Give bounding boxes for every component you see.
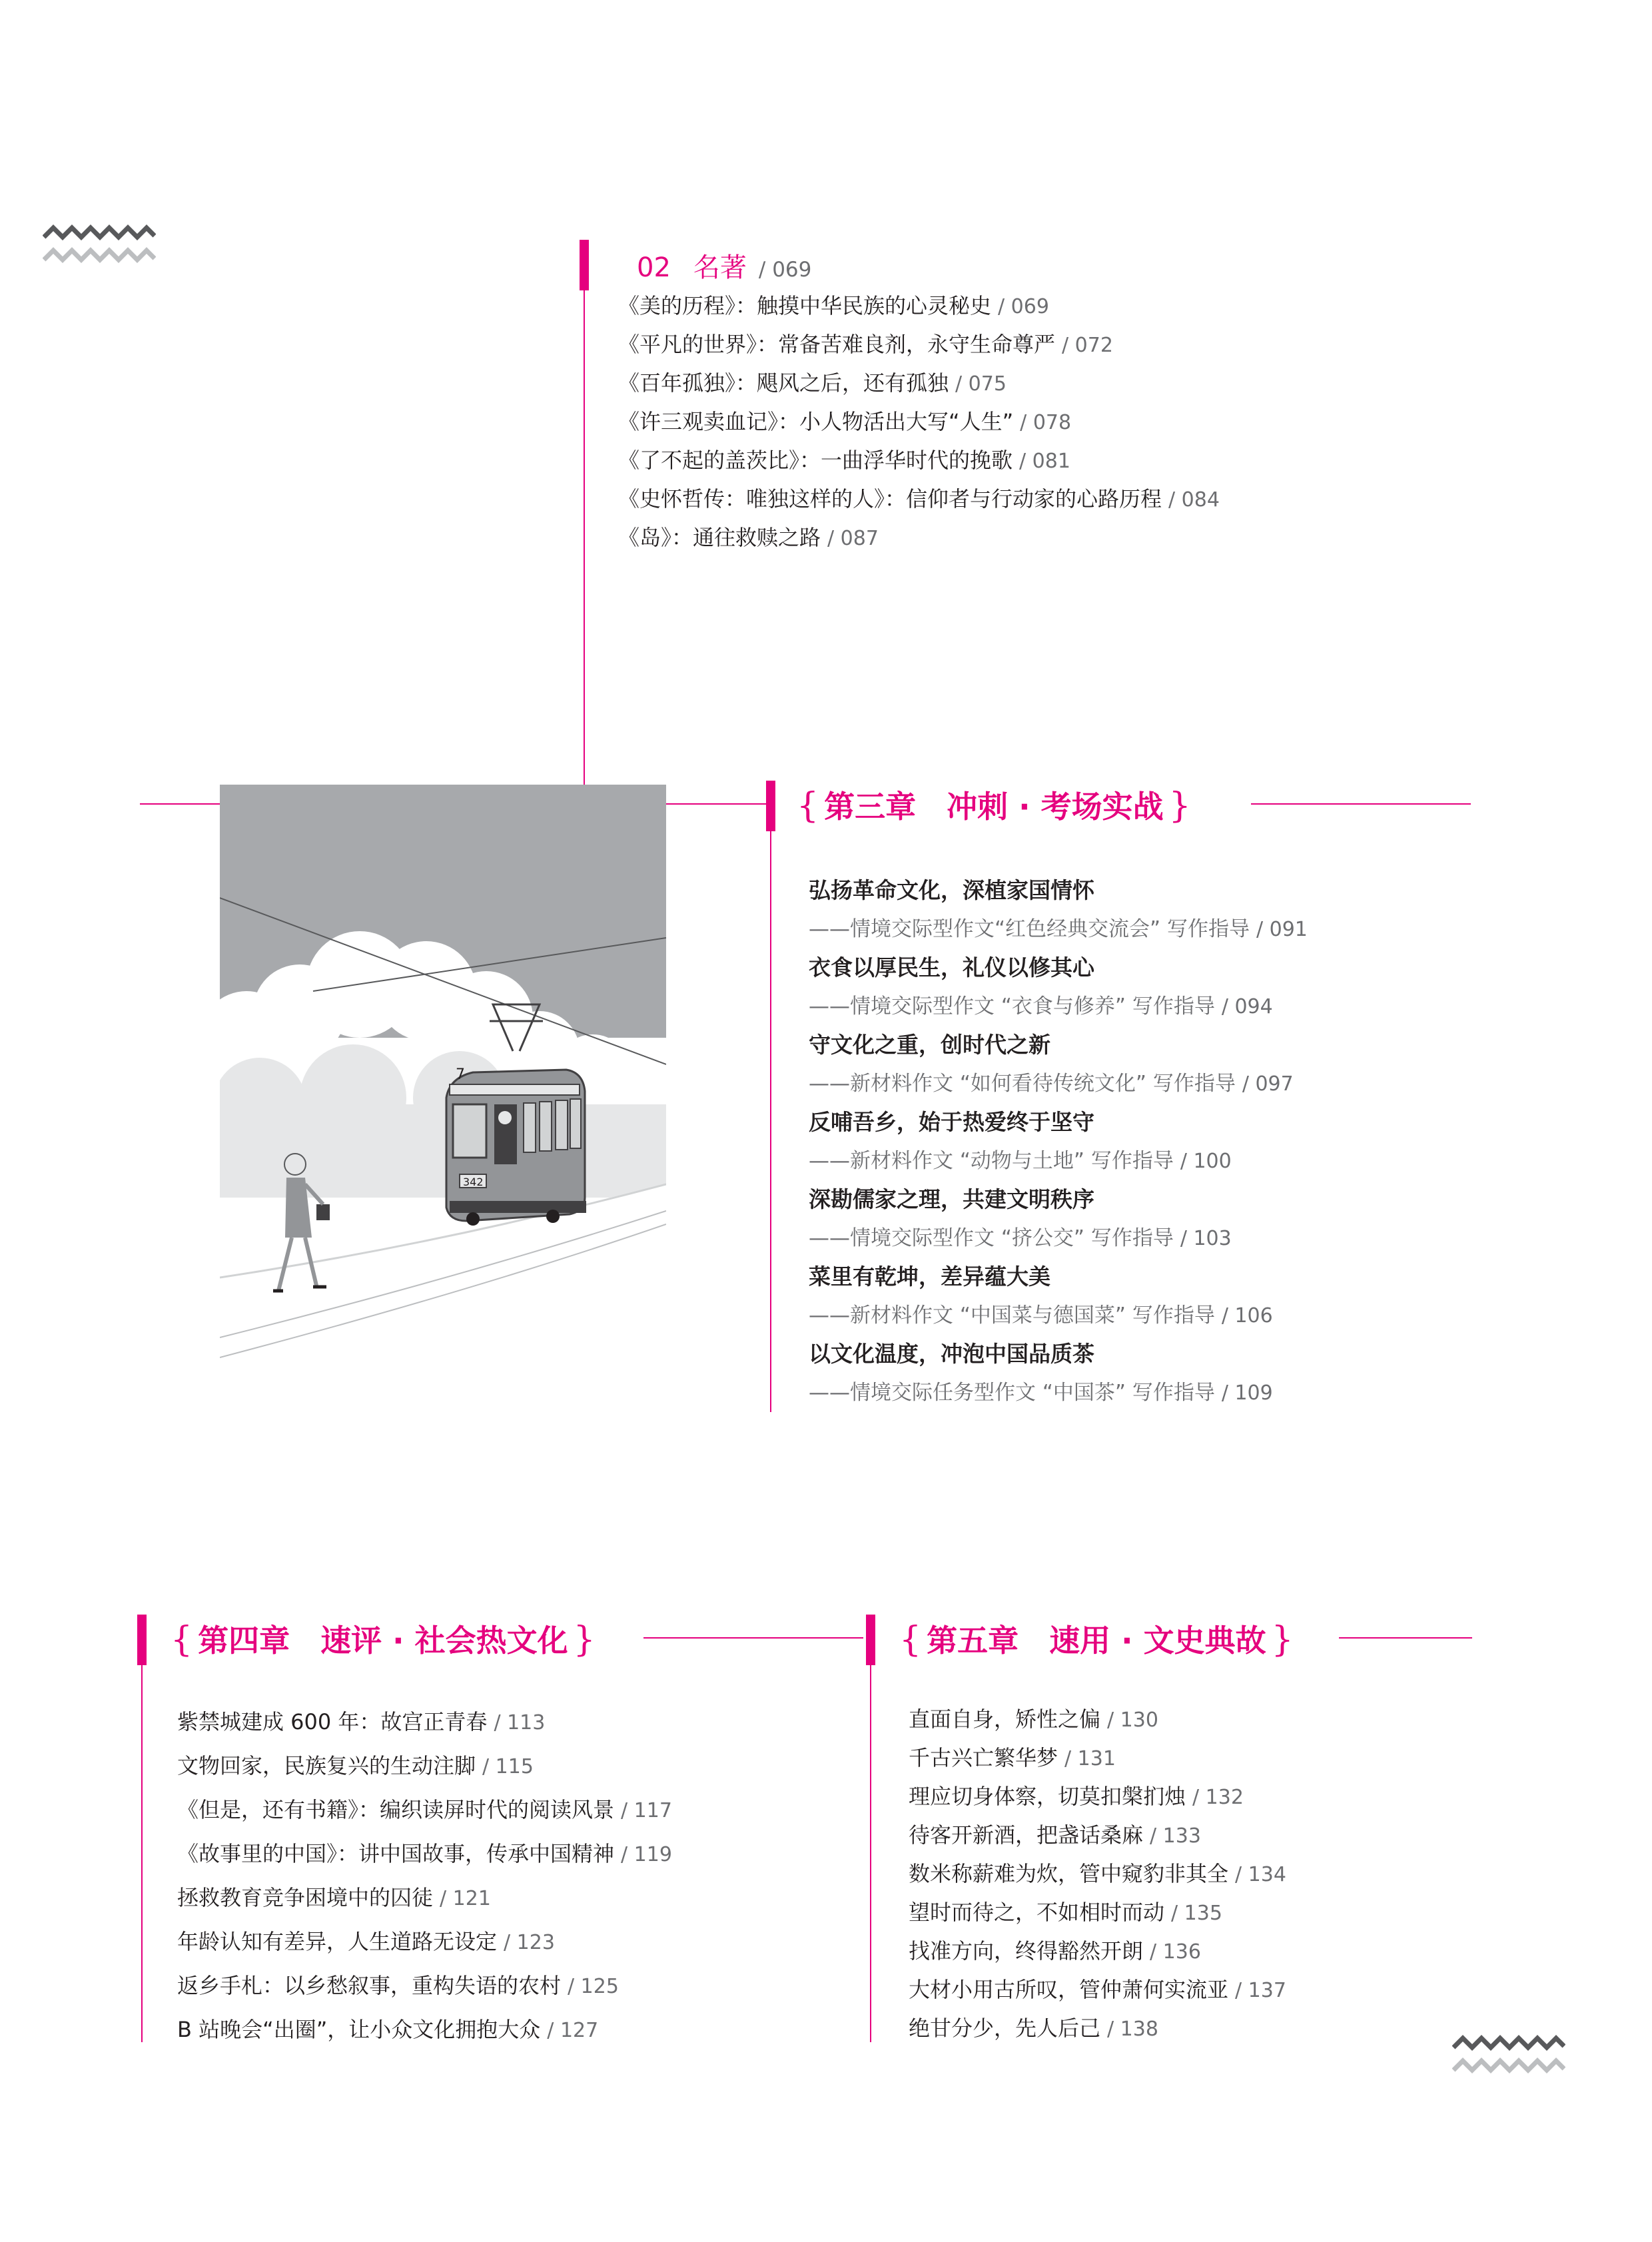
- chapter5-heading: [899, 1615, 1294, 1665]
- toc-entry-subtitle-text: ——新材料作文 “中国菜与德国菜” 写作指导: [809, 1304, 1215, 1327]
- chapter4-list: [177, 1700, 843, 2052]
- chapter3-title: 第三章 冲刺 · 考场实战: [824, 789, 1164, 825]
- toc-entry-page: / 078: [1020, 411, 1072, 434]
- toc-entry-title: 找准方向，终得豁然开朗: [909, 1938, 1144, 1964]
- toc-entry-subtitle[interactable]: [809, 1296, 1475, 1335]
- toc-entry[interactable]: [618, 364, 1220, 402]
- toc-entry-title: 《许三观卖血记》：小人物活出大写“人生”: [618, 409, 1014, 434]
- toc-entry[interactable]: [177, 1744, 843, 1788]
- chapter3-rule-left: [140, 803, 220, 805]
- toc-entry-page: / 081: [1019, 450, 1070, 473]
- toc-entry[interactable]: [909, 1738, 1508, 1777]
- toc-entry[interactable]: [618, 402, 1220, 441]
- chapter4-marker-bar: [137, 1615, 147, 1665]
- toc-entry-page: / 121: [440, 1887, 491, 1910]
- toc-entry-subtitle-text: ——情境交际任务型作文 “中国茶” 写作指导: [809, 1381, 1215, 1405]
- toc-entry[interactable]: [618, 286, 1220, 325]
- toc-entry-subtitle[interactable]: [809, 1064, 1475, 1103]
- toc-entry-page: / 125: [568, 1975, 619, 1998]
- chapter5-marker-bar: [866, 1615, 875, 1665]
- chapter3-rule: [770, 831, 771, 1412]
- toc-entry-subtitle-text: ——情境交际型作文 “挤公交” 写作指导: [809, 1226, 1174, 1250]
- section-rule: [584, 290, 585, 794]
- chapter4-heading: [171, 1615, 596, 1665]
- section-marker-bar: [580, 240, 589, 290]
- toc-entry-title: 《但是，还有书籍》：编织读屏时代的阅读风景: [177, 1797, 615, 1822]
- toc-entry[interactable]: [909, 1970, 1508, 2009]
- brace-open-icon: {: [171, 1620, 193, 1660]
- zigzag-decoration-icon: [43, 222, 156, 269]
- brace-open-icon: {: [899, 1620, 922, 1660]
- toc-entry[interactable]: [909, 2009, 1508, 2048]
- toc-entry-page: / 131: [1064, 1747, 1116, 1770]
- toc-entry-page: / 132: [1192, 1786, 1244, 1809]
- toc-entry-title: 《百年孤独》：飓风之后，还有孤独: [618, 370, 949, 396]
- toc-entry[interactable]: [909, 1932, 1508, 1970]
- toc-entry-subtitle[interactable]: [809, 1219, 1475, 1258]
- chapter4-title: 第四章 速评 · 社会热文化: [198, 1623, 568, 1659]
- toc-entry-page: / 119: [621, 1843, 672, 1866]
- chapter5-list: [909, 1700, 1508, 2048]
- toc-entry-page: / 069: [998, 295, 1049, 318]
- section-heading: [637, 246, 811, 284]
- toc-entry-heading[interactable]: 菜里有乾坤，差异蕴大美: [809, 1264, 1050, 1290]
- toc-entry-page: / 117: [621, 1799, 672, 1822]
- toc-entry-title: 紫禁城建成 600 年：故宫正青春: [177, 1709, 488, 1734]
- toc-entry-title: 《史怀哲传：唯独这样的人》：信仰者与行动家的心路历程: [618, 486, 1162, 512]
- brace-close-icon: }: [1271, 1620, 1294, 1660]
- toc-entry-title: 文物回家，民族复兴的生动注脚: [177, 1753, 476, 1778]
- toc-entry-page: / 109: [1221, 1381, 1273, 1405]
- toc-entry-title: 返乡手札：以乡愁叙事，重构失语的农村: [177, 1973, 562, 1998]
- toc-entry-page: / 075: [955, 372, 1007, 396]
- toc-entry-title: 年龄认知有差异，人生道路无设定: [177, 1929, 498, 1954]
- toc-entry[interactable]: [909, 1816, 1508, 1854]
- toc-entry-page: / 135: [1171, 1902, 1222, 1925]
- toc-entry-page: / 084: [1168, 488, 1220, 512]
- toc-entry-subtitle-text: ——情境交际型作文 “衣食与修养” 写作指导: [809, 994, 1215, 1018]
- toc-entry-title: 待客开新酒，把盏话桑麻: [909, 1822, 1144, 1848]
- chapter4-rule: [141, 1665, 143, 2042]
- toc-entry-title: 《故事里的中国》：讲中国故事，传承中国精神: [177, 1841, 615, 1866]
- toc-entry-heading[interactable]: 弘扬革命文化，深植家国情怀: [809, 877, 1094, 903]
- toc-entry-title: 《岛》：通往救赎之路: [618, 525, 821, 550]
- toc-entry[interactable]: [177, 2008, 843, 2052]
- brace-close-icon: }: [1168, 786, 1191, 826]
- toc-entry-page: / 138: [1107, 2018, 1158, 2041]
- chapter5-rule: [870, 1665, 871, 2042]
- toc-entry-page: / 133: [1150, 1824, 1201, 1848]
- toc-entry[interactable]: [177, 1700, 843, 1744]
- tram-illustration: [220, 785, 666, 1384]
- toc-entry-heading[interactable]: 以文化温度，冲泡中国品质茶: [809, 1341, 1094, 1367]
- toc-entry-title: 《平凡的世界》：常备苦难良剂，永守生命尊严: [618, 332, 1056, 357]
- toc-entry-title: 千古兴亡繁华梦: [909, 1745, 1058, 1770]
- chapter5-rule-right: [1339, 1637, 1472, 1639]
- toc-entry-heading[interactable]: 深勘儒家之理，共建文明秩序: [809, 1186, 1094, 1212]
- toc-entry-page: / 113: [494, 1711, 546, 1734]
- toc-entry-subtitle[interactable]: [809, 987, 1475, 1026]
- toc-entry-heading[interactable]: 反哺吾乡，始于热爱终于坚守: [809, 1109, 1094, 1135]
- toc-entry-subtitle-text: ——情境交际型作文“红色经典交流会” 写作指导: [809, 917, 1250, 941]
- toc-entry[interactable]: [177, 1788, 843, 1832]
- toc-entry-page: / 072: [1062, 334, 1113, 357]
- toc-entry[interactable]: [177, 1876, 843, 1920]
- toc-entry-title: 《美的历程》：触摸中华民族的心灵秘史: [618, 293, 992, 318]
- chapter3-marker-bar: [766, 781, 775, 831]
- toc-entry-subtitle[interactable]: [809, 910, 1475, 948]
- toc-entry-page: / 094: [1221, 995, 1273, 1018]
- toc-entry[interactable]: [618, 518, 1220, 557]
- toc-entry[interactable]: [618, 325, 1220, 364]
- section-title: 名著: [693, 252, 747, 283]
- toc-entry-page: / 130: [1107, 1708, 1158, 1732]
- toc-entry-title: B 站晚会“出圈”，让小众文化拥抱大众: [177, 2017, 541, 2042]
- brace-open-icon: {: [797, 786, 819, 826]
- toc-entry-heading[interactable]: 守文化之重，创时代之新: [809, 1032, 1050, 1058]
- toc-entry-page: / 103: [1180, 1227, 1232, 1250]
- toc-entry[interactable]: [177, 1920, 843, 1964]
- toc-entry-page: / 106: [1221, 1304, 1273, 1327]
- toc-entry-page: / 127: [547, 2019, 599, 2042]
- toc-entry-subtitle-text: ——新材料作文 “如何看待传统文化” 写作指导: [809, 1072, 1236, 1096]
- chapter3-heading: [797, 781, 1191, 831]
- chapter3-rule-right: [1251, 803, 1471, 805]
- toc-entry[interactable]: [909, 1893, 1508, 1932]
- toc-entry-page: / 087: [827, 527, 879, 550]
- tram-number: 7: [456, 1066, 465, 1083]
- toc-entry[interactable]: [177, 1964, 843, 2008]
- chapter3-list: [809, 871, 1475, 1412]
- toc-entry[interactable]: [909, 1700, 1508, 1738]
- toc-entry[interactable]: [177, 1832, 843, 1876]
- toc-entry-heading[interactable]: 衣食以厚民生，礼仪以修其心: [809, 954, 1094, 980]
- toc-entry-page: / 134: [1235, 1863, 1286, 1886]
- chapter4-rule-right: [643, 1637, 863, 1639]
- tram-plate: 342: [463, 1176, 484, 1188]
- toc-entry-title: 大材小用古所叹，管仲萧何实流亚: [909, 1977, 1229, 2002]
- toc-entry-subtitle-text: ——新材料作文 “动物与土地” 写作指导: [809, 1149, 1174, 1173]
- toc-entry-page: / 097: [1242, 1072, 1294, 1096]
- toc-entry[interactable]: [618, 480, 1220, 518]
- chapter3-rule-mid: [666, 803, 766, 805]
- toc-entry-page: / 137: [1235, 1979, 1286, 2002]
- section-number: 02: [637, 252, 671, 283]
- toc-entry-page: / 100: [1180, 1150, 1232, 1173]
- toc-entry-title: 理应切身体察，切莫扣槃扪烛: [909, 1784, 1186, 1809]
- toc-entry[interactable]: [618, 441, 1220, 480]
- toc-entry-page: / 123: [504, 1931, 555, 1954]
- toc-entry-title: 望时而待之，不如相时而动: [909, 1900, 1165, 1925]
- toc-entry-subtitle[interactable]: [809, 1373, 1475, 1412]
- toc-entry-title: 绝甘分少，先人后己: [909, 2016, 1101, 2041]
- toc-entry-page: / 115: [482, 1755, 534, 1778]
- toc-entry[interactable]: [909, 1854, 1508, 1893]
- toc-entry-title: 拯救教育竞争困境中的囚徒: [177, 1885, 434, 1910]
- toc-entry-title: 直面自身，矫性之偏: [909, 1706, 1101, 1732]
- section-02-list: [618, 286, 1220, 557]
- section-page: / 069: [758, 258, 812, 282]
- toc-entry-title: 数米称薪难为炊，管中窥豹非其全: [909, 1861, 1229, 1886]
- brace-close-icon: }: [573, 1620, 596, 1660]
- toc-entry-title: 《了不起的盖茨比》：一曲浮华时代的挽歌: [618, 448, 1013, 473]
- toc-entry-subtitle[interactable]: [809, 1142, 1475, 1180]
- toc-entry-page: / 136: [1150, 1940, 1201, 1964]
- chapter5-title: 第五章 速用 · 文史典故: [927, 1623, 1266, 1659]
- toc-entry[interactable]: [909, 1777, 1508, 1816]
- toc-entry-page: / 091: [1256, 918, 1308, 941]
